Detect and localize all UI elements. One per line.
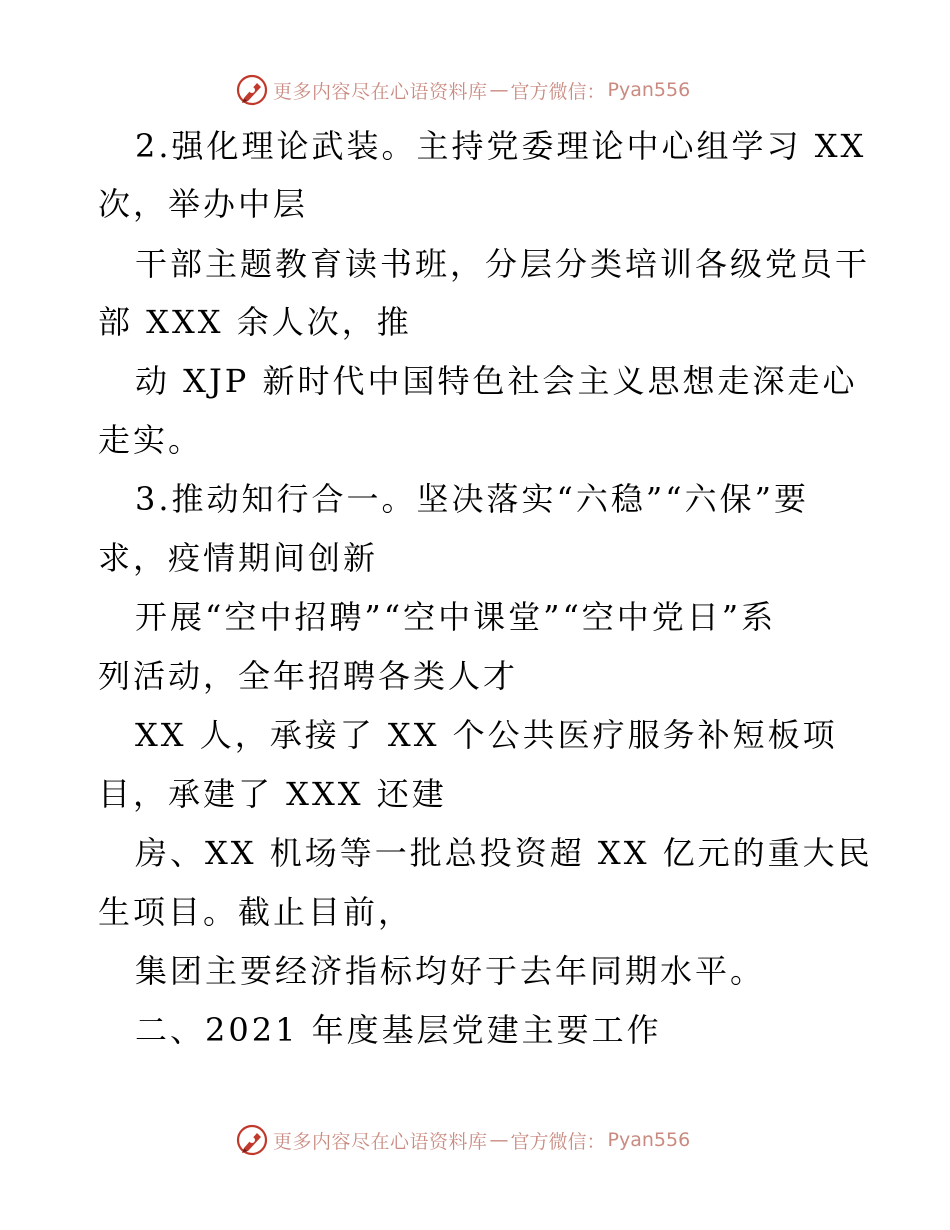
text-line: XX 人，承接了 XX 个公共医疗服务补短板项 <box>135 716 838 754</box>
pen-circle-icon <box>235 73 269 107</box>
watermark-label: 官方微信： <box>510 80 606 103</box>
watermark-handle: Pyan556 <box>607 1129 691 1151</box>
watermark-label: 官方微信： <box>510 1130 606 1153</box>
text-line: 3.推动知行合一。坚决落实“六稳”“六保”要 <box>135 480 809 518</box>
text-line: 动 XJP 新时代中国特色社会主义思想走深走心 <box>135 362 858 400</box>
header-watermark <box>235 72 735 108</box>
text-line: 求，疫情期间创新 <box>98 539 379 577</box>
text-line: 部 XXX 余人次，推 <box>98 303 412 341</box>
footer-watermark <box>235 1122 735 1158</box>
text-line: 干部主题教育读书班，分层分类培训各级党员干 <box>135 245 871 283</box>
section-heading: 二、2021 年度基层党建主要工作 <box>135 1011 662 1049</box>
text-line: 2.强化理论武装。主持党委理论中心组学习 XX <box>135 127 867 165</box>
text-line: 目，承建了 XXX 还建 <box>98 775 447 813</box>
watermark-dash: — <box>489 79 509 101</box>
pen-circle-icon <box>235 1123 269 1157</box>
watermark-dash: — <box>489 1129 509 1151</box>
text-line: 生项目。截止目前， <box>98 893 414 931</box>
watermark-text: 更多内容尽在心语资料库 <box>273 80 488 103</box>
watermark-text: 更多内容尽在心语资料库 <box>273 1130 488 1153</box>
text-line: 列活动，全年招聘各类人才 <box>98 657 519 695</box>
text-line: 房、XX 机场等一批总投资超 XX 亿元的重大民 <box>135 834 873 872</box>
text-line: 走实。 <box>98 421 204 459</box>
watermark-handle: Pyan556 <box>607 79 691 101</box>
text-line: 集团主要经济指标均好于去年同期水平。 <box>135 952 766 990</box>
text-line: 次，举办中层 <box>98 185 309 223</box>
text-line: 开展“空中招聘”“空中课堂”“空中党日”系 <box>135 598 777 636</box>
